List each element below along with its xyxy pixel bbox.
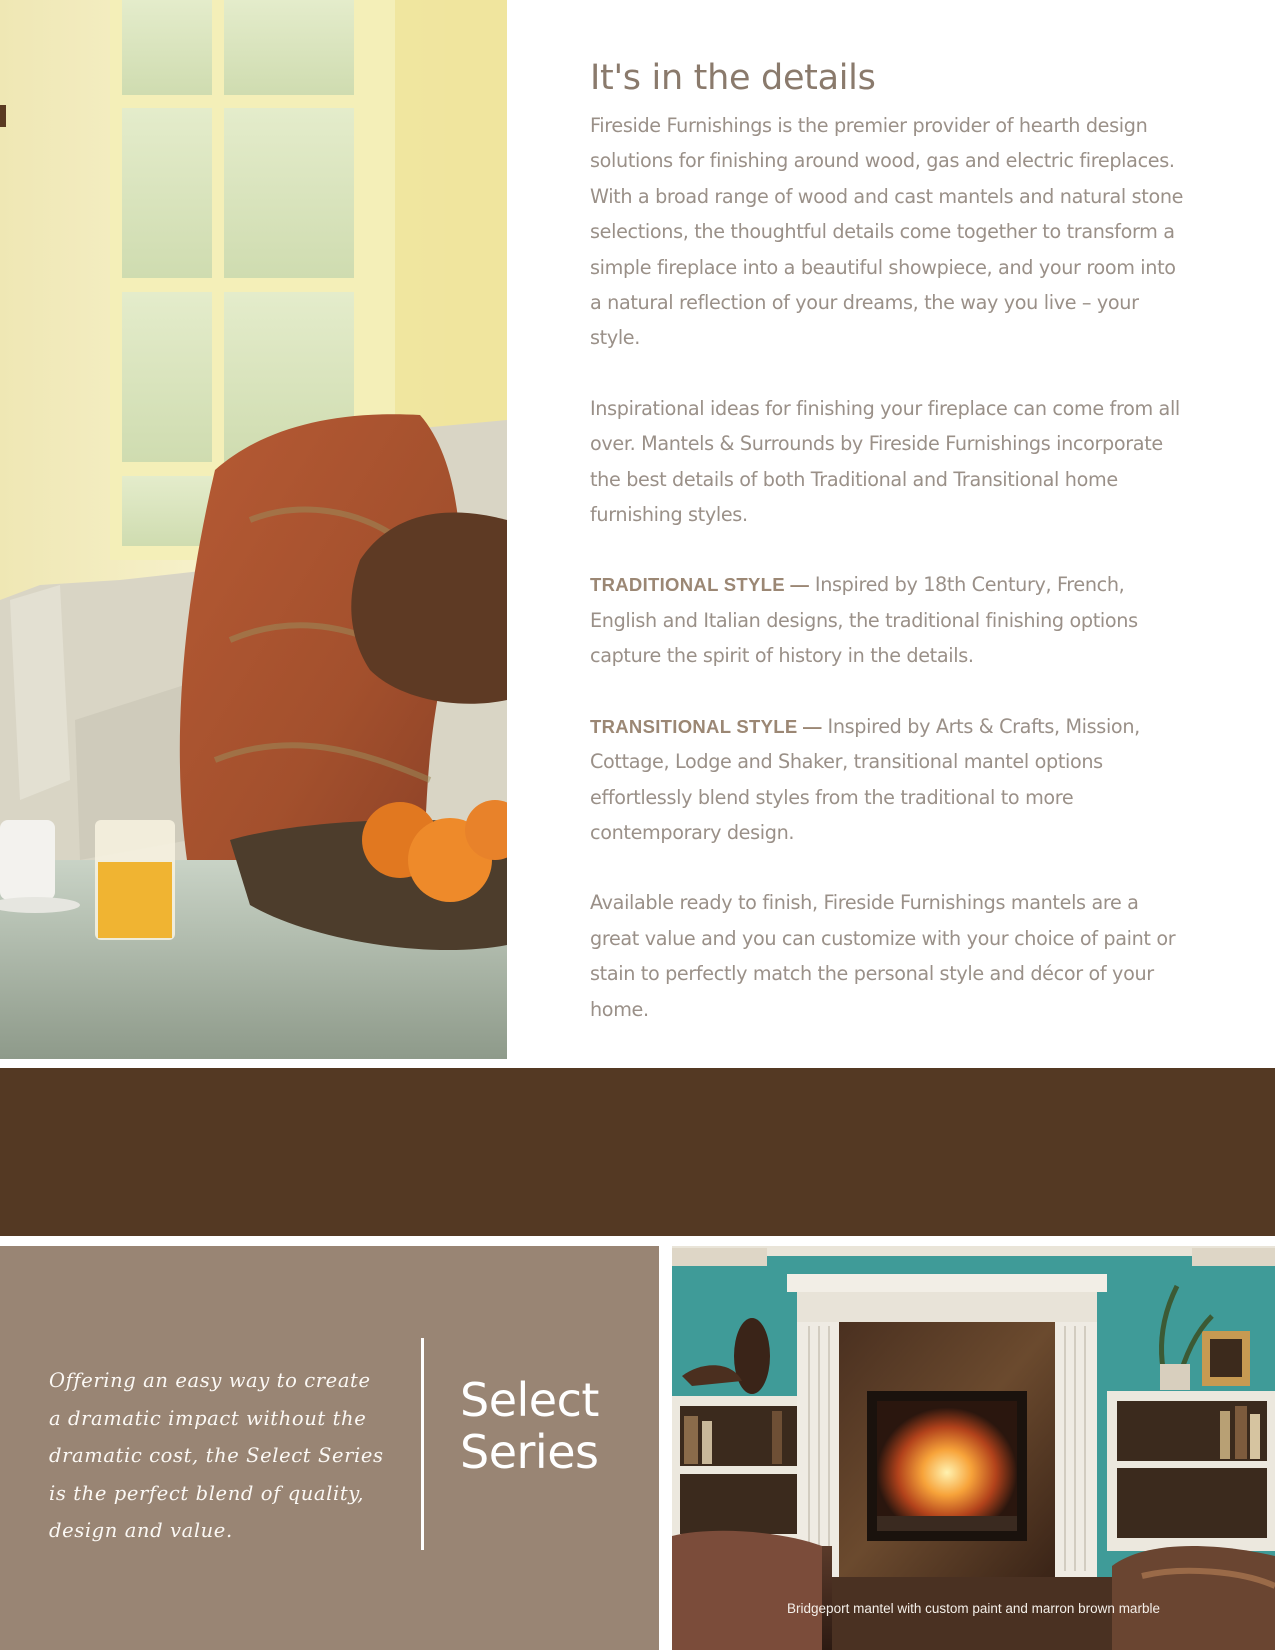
sofa-window-photo	[0, 0, 507, 1059]
brown-divider-band	[0, 1068, 1275, 1236]
page-title: It's in the details	[590, 58, 876, 98]
vertical-divider	[421, 1338, 424, 1550]
select-series-quote: Offering an easy way to create a dramatic impact without the dramatic cost, the Select Series is the perfect blend of quality, design and value.	[49, 1369, 384, 1542]
select-series-title	[460, 1374, 599, 1478]
fireplace-photo	[672, 1246, 1275, 1650]
transitional-style-paragraph	[590, 709, 1190, 851]
transitional-style-heading: TRANSITIONAL STYLE —	[590, 715, 822, 737]
select-series-panel	[0, 1246, 659, 1650]
availability-paragraph: Available ready to finish, Fireside Furnishings mantels are a great value and you can customize with your choice of paint or stain to perfectly match the personal style and décor of your home.	[590, 891, 1176, 1021]
series-title-line-1: Select	[460, 1373, 599, 1427]
traditional-style-text: Inspired by 18th Century, French, English and Italian designs, the traditional finishing options capture the spirit of history in the details.	[590, 573, 1138, 668]
transitional-style-text: Inspired by Arts & Crafts, Mission, Cottage, Lodge and Shaker, transitional mantel options effortlessly blend styles from the traditional to more contemporary design.	[590, 714, 1140, 844]
intro-paragraph: Fireside Furnishings is the premier provider of hearth design solutions for finishing around wood, gas and electric fireplaces. With a broad range of wood and cast mantels and natural stone selections, the thoughtful details come together to transform a simple fireplace into a beautiful showpiece, and your room into a natural reflection of your dreams, the way you live – your style.	[590, 114, 1184, 350]
intro-text-column	[590, 52, 1190, 1062]
photo-caption: Bridgeport mantel with custom paint and marron brown marble	[787, 1601, 1160, 1616]
inspiration-paragraph: Inspirational ideas for finishing your fireplace can come from all over. Mantels & Surrounds by Fireside Furnishings incorporate the best details of both Traditional and Transitional home furnishing styles.	[590, 396, 1180, 527]
series-title-line-2: Series	[460, 1425, 599, 1479]
traditional-style-paragraph	[590, 567, 1190, 673]
traditional-style-heading: TRADITIONAL STYLE —	[590, 574, 810, 596]
